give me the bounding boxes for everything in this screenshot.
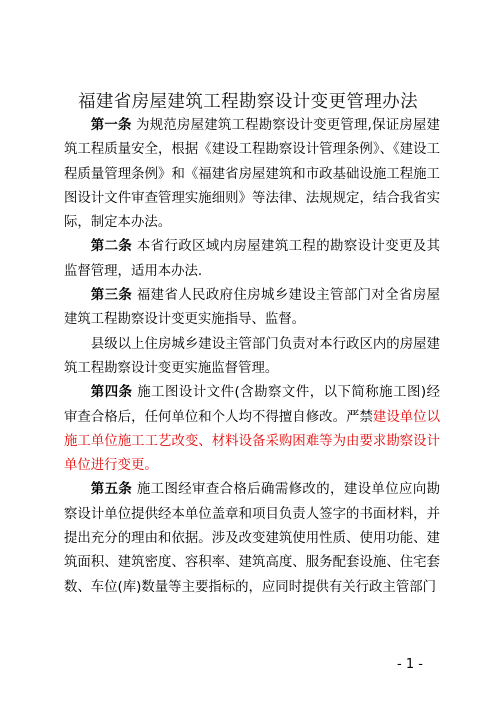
article-number: 第五条 <box>90 482 133 498</box>
article-number: 第一条 <box>90 118 132 133</box>
article-2 <box>64 235 440 284</box>
article-5 <box>64 478 440 599</box>
article-text: 县级以上住房城乡建设主管部门负责对本行政区内的房屋建筑工程勘察设计变更实施监督管理。 <box>64 336 440 376</box>
article-text: 施工图经审查合格后确需修改的，建设单位应向勘察设计单位提供经本单位盖章和项目负责人签字的书面材料，并提出充分的理由和依据。涉及改变建筑使用性质、使用功能、建筑面积、建筑密度、容积率、建筑高度、服务配套设施、住宅套数、车位(库)数量等主要指标的，应同时提供有关行政主管部门 <box>64 482 441 595</box>
page-number: - 1 - <box>397 657 423 672</box>
highlighted-prohibition-text: 建设单位以施工单位施工工艺改变、材料设备采购困难等为由要求勘察设计单位进行变更。 <box>64 409 441 474</box>
article-text: 施工图设计文件(含勘察文件，以下简称施工图)经审查合格后，任何单位和个人均不得擅自修改。严禁 <box>64 385 440 425</box>
document-body <box>64 114 440 600</box>
article-number: 第三条 <box>90 288 133 304</box>
article-text: 福建省人民政府住房城乡建设主管部门对全省房屋建筑工程勘察设计变更实施指导、监督。 <box>64 288 441 328</box>
article-4 <box>64 381 440 478</box>
article-3 <box>64 284 440 333</box>
article-number: 第二条 <box>90 239 133 255</box>
article-text: 本省行政区域内房屋建筑工程的勘察设计变更及其监督管理，适用本办法. <box>64 239 441 279</box>
article-text: 为规范房屋建筑工程勘察设计变更管理,保证房屋建筑工程质量安全，根据《建设工程勘察设计管理条例》、《建设工程质量管理条例》和《福建省房屋建筑和市政基础设施工程施工图设计文件审查管理实施细则》等法律、法规规定，结合我省实际，制定本办法。 <box>64 118 440 231</box>
article-number: 第四条 <box>90 385 133 401</box>
article-1 <box>64 114 440 235</box>
document-title: 福建省房屋建筑工程勘察设计变更管理办法 <box>77 92 419 112</box>
article-3-paragraph-2 <box>64 333 440 382</box>
